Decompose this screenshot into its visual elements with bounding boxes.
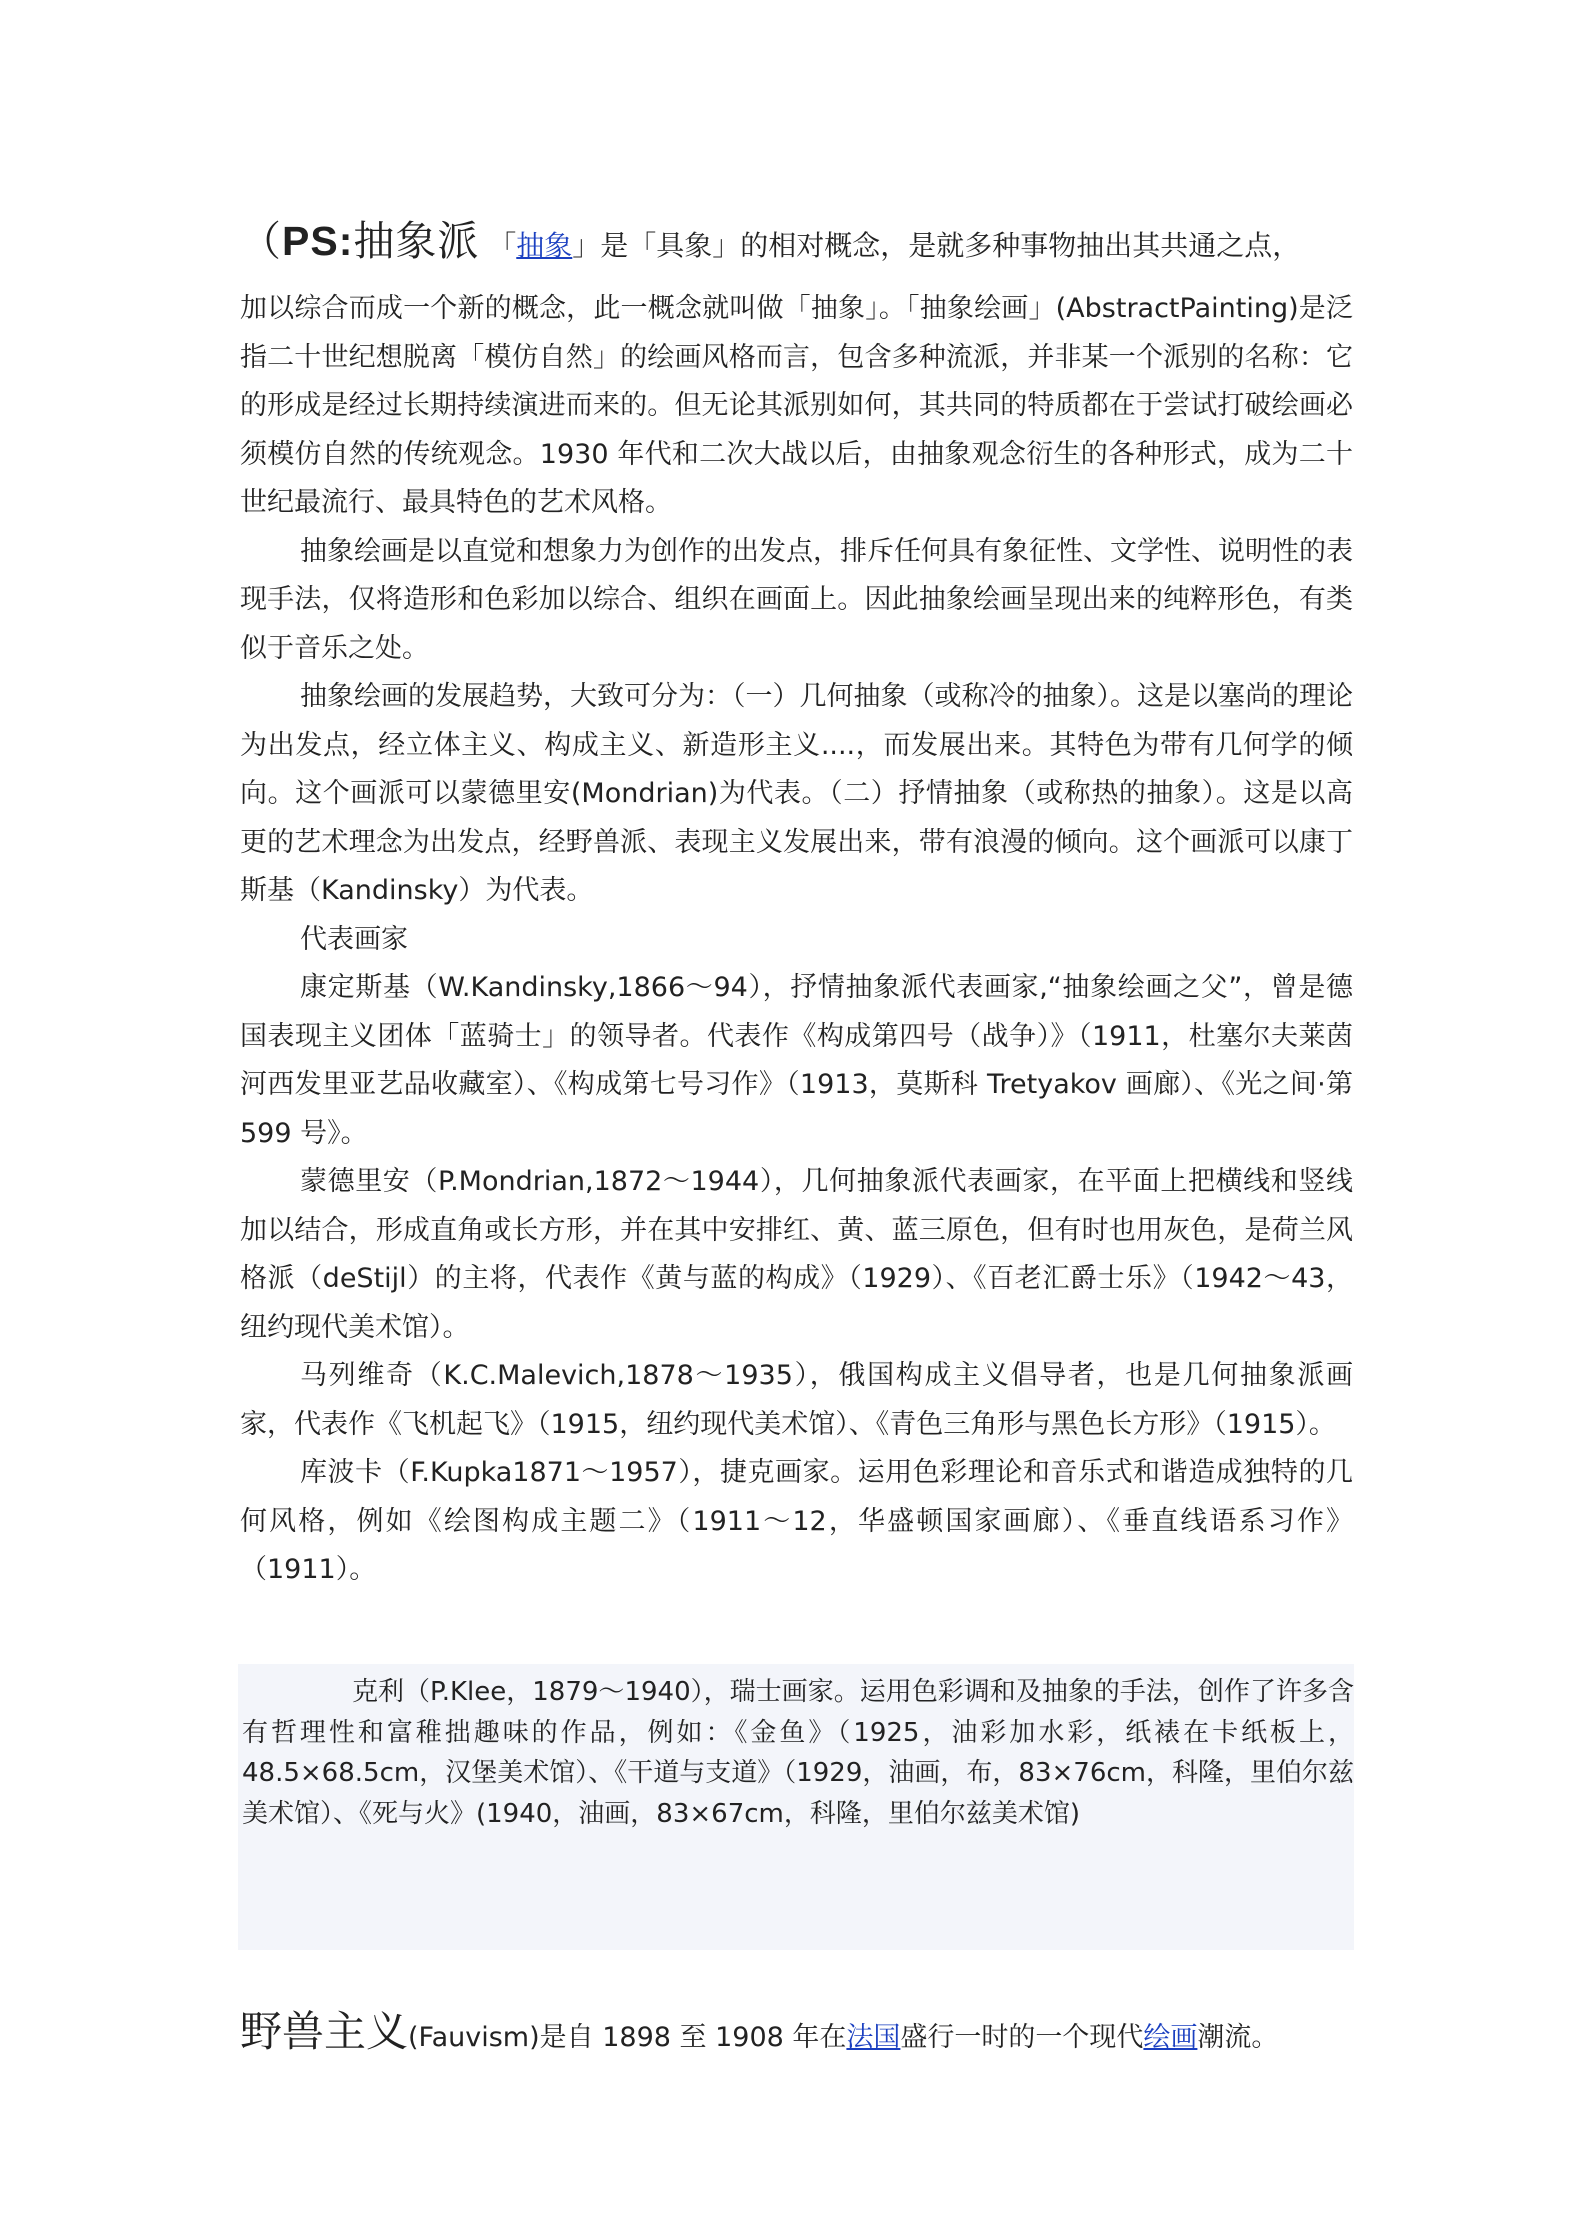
fauvism-title: 野兽主义 bbox=[240, 2007, 409, 2056]
klee-text: 克利（P.Klee，1879～1940），瑞士画家。运用色彩调和及抽象的手法，创作了许多含有哲理性和富稚拙趣味的作品，例如：《金鱼》（1925，油彩加水彩，纸裱在卡纸板上，48.5×68.5cm，汉堡美术馆）、《干道与支道》（1929，油画，布，83×76cm，科隆，里伯尔兹美术馆）、《死与火》(1940，油画，83×67cm，科隆，里伯尔兹美术馆) bbox=[242, 1677, 1354, 1829]
intuition-paragraph: 抽象绘画是以直觉和想象力为创作的出发点，排斥任何具有象征性、文学性、说明性的表现手法，仅将造形和色彩加以综合、组织在画面上。因此抽象绘画呈现出来的纯粹形色，有类似于音乐之处。 bbox=[240, 535, 1353, 664]
painting-link[interactable]: 绘画 bbox=[1143, 2022, 1198, 2053]
abstract-section bbox=[240, 207, 1353, 1595]
kupka-paragraph: 库波卡（F.Kupka1871～1957），捷克画家。运用色彩理论和音乐式和谐造成独特的几何风格，例如《绘图构成主题二》（1911～12，华盛顿国家画廊）、《垂直线语系习作》（1911）。 bbox=[240, 1457, 1353, 1585]
title-open-paren: （ bbox=[240, 217, 282, 265]
mondrian-paragraph: 蒙德里安（P.Mondrian,1872～1944），几何抽象派代表画家，在平面上把横线和竖线加以结合，形成直角或长方形，并在其中安排红、黄、蓝三原色，但有时也用灰色，是荷兰风格派（deStijl）的主将，代表作《黄与蓝的构成》（1929）、《百老汇爵士乐》（1942～43，纽约现代美术馆）。 bbox=[240, 1166, 1353, 1343]
intro-paragraph: 加以综合而成一个新的概念，此一概念就叫做「抽象」。「抽象绘画」(AbstractPainting)是泛指二十世纪想脱离「模仿自然」的绘画风格而言，包含多种流派，并非某一个派别的名称：它的形成是经过长期持续演进而来的。但无论其派别如何，其共同的特质都在于尝试打破绘画必须模仿自然的传统观念。1930 年代和二次大战以后，由抽象观念衍生的各种形式，成为二十世纪最流行、最具特色的艺术风格。 bbox=[240, 293, 1353, 518]
france-link[interactable]: 法国 bbox=[846, 2022, 901, 2053]
representatives-heading: 代表画家 bbox=[300, 923, 408, 955]
section-title-line bbox=[240, 207, 1353, 280]
kandinsky-paragraph: 康定斯基（W.Kandinsky,1866～94），抒情抽象派代表画家,“抽象绘画之父”，曾是德国表现主义团体「蓝骑士」的领导者。代表作《构成第四号（战争）》（1911，杜塞尔夫莱茵河西发里亚艺品收藏室）、《构成第七号习作》（1913，莫斯科 Tretyakov 画廊）、《光之间·第 599 号》。 bbox=[240, 972, 1353, 1149]
klee-paragraph bbox=[238, 1672, 1354, 1834]
klee-highlight-box bbox=[238, 1664, 1354, 1950]
trends-paragraph: 抽象绘画的发展趋势，大致可分为：（一）几何抽象（或称冷的抽象）。这是以塞尚的理论为出发点，经立体主义、构成主义、新造形主义....，而发展出来。其特色为带有几何学的倾向。这个画派可以蒙德里安(Mondrian)为代表。（二）抒情抽象（或称热的抽象）。这是以高更的艺术理念为出发点，经野兽派、表现主义发展出来，带有浪漫的倾向。这个画派可以康丁斯基（Kandinsky）为代表。 bbox=[240, 681, 1353, 906]
abstract-link[interactable]: 抽象 bbox=[516, 229, 573, 262]
first-line-post: 」是「具象」的相对概念，是就多种事物抽出其共通之点， bbox=[572, 229, 1301, 262]
first-line-pre: 「 bbox=[488, 229, 517, 262]
malevich-paragraph: 马列维奇（K.C.Malevich,1878～1935），俄国构成主义倡导者，也是几何抽象派画家，代表作《飞机起飞》（1915，纽约现代美术馆）、《青色三角形与黑色长方形》（1915）。 bbox=[240, 1360, 1353, 1440]
fauvism-line bbox=[240, 2002, 1353, 2068]
fauvism-text-1: (Fauvism)是自 1898 至 1908 年在 bbox=[408, 2022, 847, 2053]
title-ps: PS: bbox=[282, 218, 354, 264]
fauvism-text-3: 潮流。 bbox=[1197, 2022, 1279, 2053]
title-abstract-school: 抽象派 bbox=[353, 217, 480, 265]
fauvism-text-2: 盛行一时的一个现代 bbox=[900, 2022, 1144, 2053]
